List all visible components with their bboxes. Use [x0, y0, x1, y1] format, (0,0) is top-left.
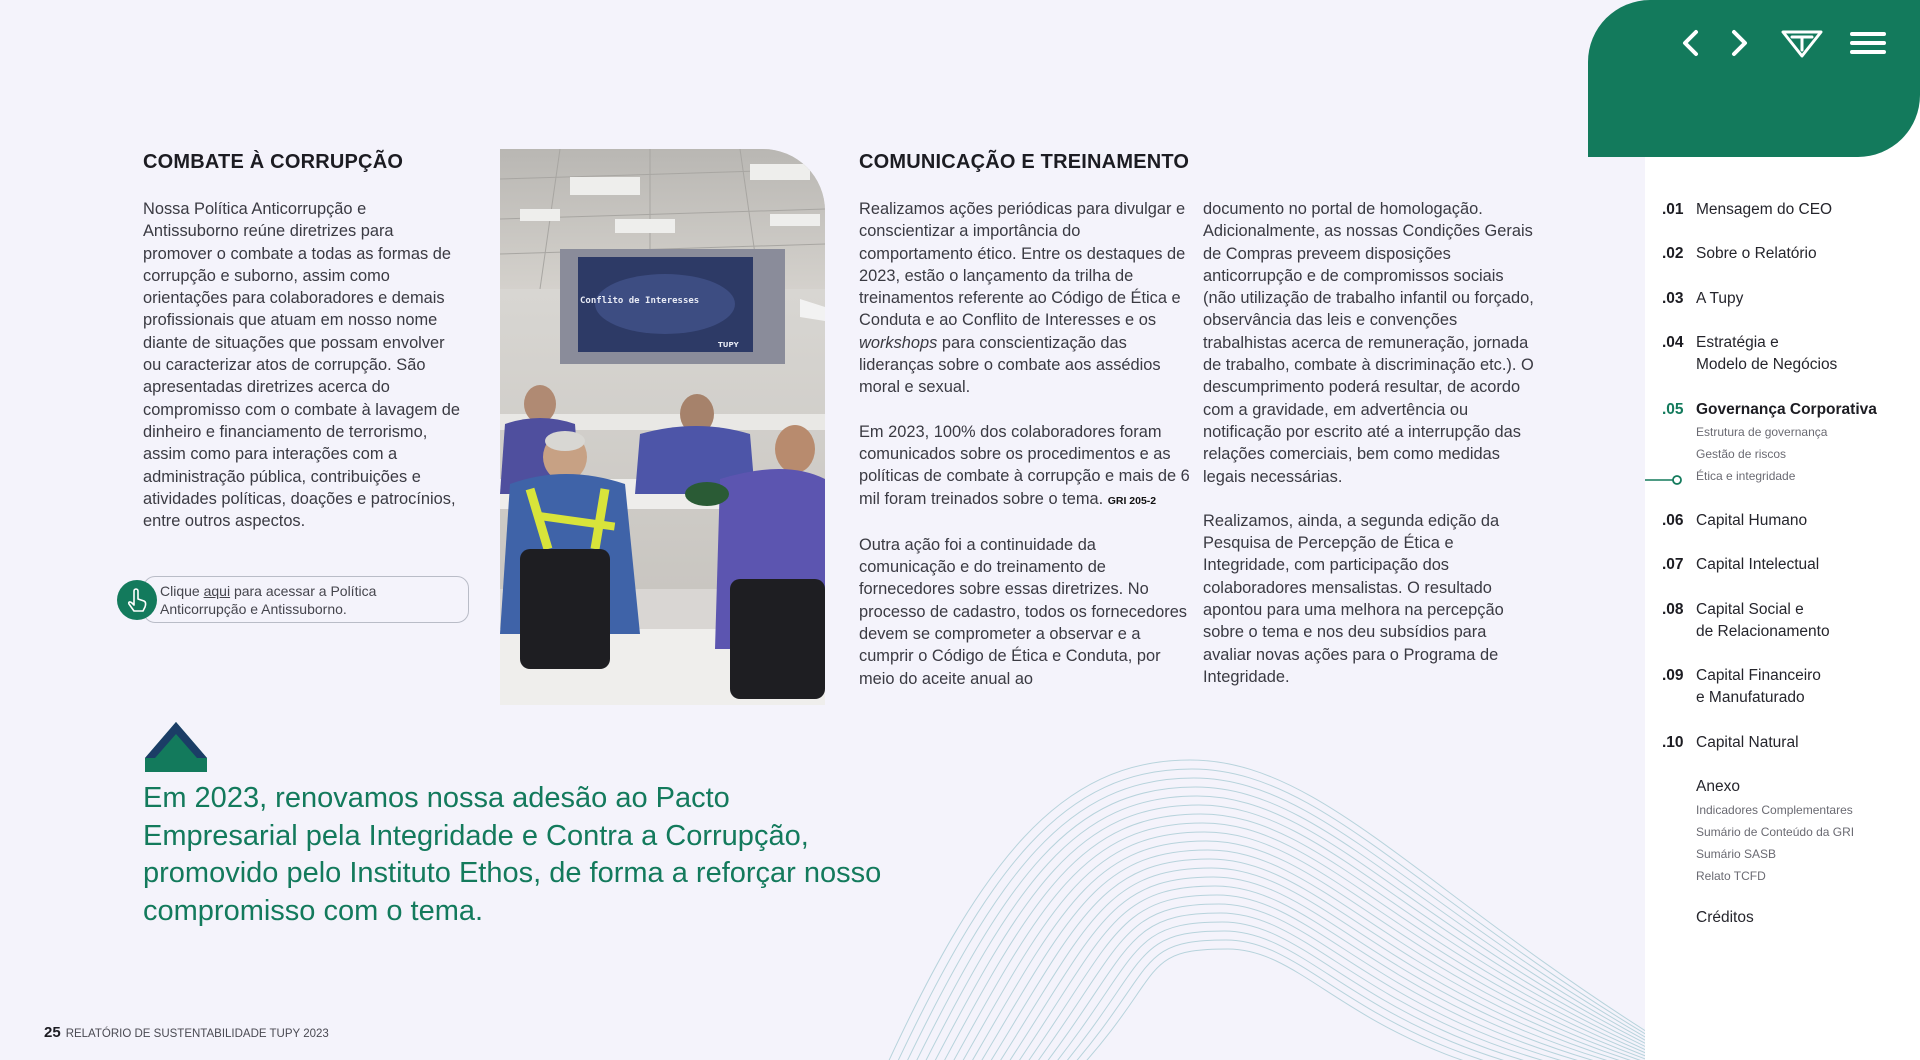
- report-name: RELATÓRIO DE SUSTENTABILIDADE TUPY 2023: [65, 1028, 329, 1040]
- menu-label: Mensagem do CEO: [1696, 201, 1833, 218]
- menu-num: .03: [1662, 290, 1684, 307]
- submenu-gestao-riscos[interactable]: Gestão de riscos: [1696, 447, 1787, 461]
- policy-link[interactable]: aqui: [203, 583, 231, 599]
- hand-pointer-icon[interactable]: [117, 580, 157, 620]
- menu-num: .07: [1662, 556, 1684, 573]
- menu-label: A Tupy: [1696, 290, 1744, 307]
- menu-label: Capital Financeiro e Manufaturado: [1696, 667, 1821, 706]
- menu-num: .05: [1662, 401, 1684, 418]
- triangle-logo-icon: [143, 720, 209, 774]
- comunicacao-paragraph-2: [859, 421, 1194, 512]
- chevron-right-icon[interactable]: [1722, 26, 1756, 60]
- submenu-estrutura-governanca[interactable]: Estrutura de governança: [1696, 425, 1828, 439]
- decorative-arcs: [860, 740, 1645, 1060]
- menu-num: .06: [1662, 512, 1684, 529]
- submenu-etica-integridade[interactable]: Ética e integridade: [1696, 469, 1796, 483]
- menu-label: Anexo: [1696, 778, 1740, 795]
- menu-label: Sobre o Relatório: [1696, 245, 1817, 262]
- submenu-sumario-gri[interactable]: Sumário de Conteúdo da GRI: [1696, 825, 1855, 839]
- submenu-relato-tcfd[interactable]: Relato TCFD: [1696, 869, 1766, 883]
- menu-label: Capital Social e de Relacionamento: [1696, 601, 1830, 640]
- section-title-combate: COMBATE À CORRUPÇÃO: [143, 151, 404, 173]
- policy-link-box[interactable]: [143, 576, 469, 623]
- comunicacao-column-1: [859, 198, 1194, 712]
- section-title-comunicacao: COMUNICAÇÃO E TREINAMENTO: [859, 151, 1190, 173]
- submenu-sumario-sasb[interactable]: Sumário SASB: [1696, 847, 1777, 861]
- page-number: 25: [44, 1024, 61, 1041]
- menu-label: Estratégia e Modelo de Negócios: [1696, 334, 1838, 373]
- combate-paragraph: Nossa Política Anticorrupção e Antissuborno reúne diretrizes para promover o combate a todas as formas de corrupção e suborno, assim como orientações para colaboradores e demais profissionais que atuam em nosso nome diante de situações que possam envolver ou caracterizar atos de corrupção. São apresentadas diretrizes acerca do compromisso com o combate à lavagem de dinheiro e financiamento de terrorismo, assim como para interações com a administração pública, contribuições e atividades políticas, doações e patrocínios, entre outros aspectos.: [143, 200, 461, 531]
- combate-body-text: [143, 198, 463, 554]
- slide-title: Conflito de Interesses: [580, 296, 700, 306]
- menu-num: .09: [1662, 667, 1684, 684]
- menu-num: .01: [1662, 201, 1684, 218]
- p1-part-a: Realizamos ações periódicas para divulgar e conscientizar a importância do comportamento ético. Entre os destaques de 2023, estão o lançamento da trilha de treinamentos referente ao Código de Ética e Conduta e ao Conflito de Interesses e os: [859, 200, 1186, 330]
- menu-num: .10: [1662, 734, 1684, 751]
- menu-label: Capital Natural: [1696, 734, 1799, 751]
- link-prefix: Clique: [160, 583, 204, 599]
- training-room-photo: [500, 149, 825, 705]
- hamburger-menu-icon[interactable]: [1850, 26, 1886, 60]
- slide-logo: TUPY: [718, 341, 739, 349]
- menu-label: Créditos: [1696, 909, 1754, 926]
- link-suffix: para acessar a Política Anticorrupção e Antissuborno.: [160, 583, 377, 617]
- p1-part-b: para conscientização das lideranças sobre o combate aos assédios moral e sexual.: [859, 333, 1161, 397]
- submenu-indicadores[interactable]: Indicadores Complementares: [1696, 803, 1853, 817]
- comunicacao-column-2: [1203, 198, 1538, 710]
- menu-num: .04: [1662, 334, 1684, 351]
- comunicacao-paragraph-4: documento no portal de homologação. Adicionalmente, as nossas Condições Gerais de Compras preveem disposições anticorrupção e de compromissos sociais (não utilização de trabalho infantil ou forçado, observância das leis e convenções trabalhistas acerca de remuneração, jornada de trabalho, combate à discriminação etc.). O descumprimento poderá resultar, de acordo com a gravidade, em advertência ou notificação por escrito até a interrupção das relações comerciais, bem como medidas legais necessárias.: [1203, 200, 1534, 486]
- menu-num: .08: [1662, 601, 1684, 618]
- gri-tag: GRI 205-2: [1107, 494, 1157, 507]
- comunicacao-paragraph-5: Realizamos, ainda, a segunda edição da Pesquisa de Percepção de Ética e Integridade, com participação dos colaboradores mensalistas. O resultado apontou para uma melhora na percepção sobre o tema e nos deu subsídios para avaliar novas ações para o Programa de Integridade.: [1203, 511, 1504, 686]
- comunicacao-paragraph-3: Outra ação foi a continuidade da comunicação e do treinamento de fornecedores sobre essas diretrizes. No processo de cadastro, todos os fornecedores devem se comprometer a observar e a cumprir o Código de Ética e Conduta, por meio do aceite anual ao: [859, 535, 1188, 688]
- chevron-left-icon[interactable]: [1674, 26, 1708, 60]
- menu-num: .02: [1662, 245, 1684, 262]
- p1-emphasis: workshops: [859, 333, 938, 352]
- top-nav-bar: [1588, 0, 1920, 157]
- menu-label: Capital Intelectual: [1696, 556, 1820, 573]
- page-footer: [44, 1024, 329, 1041]
- highlight-quote: Em 2023, renovamos nossa adesão ao Pacto Empresarial pela Integridade e Contra a Corrupção, promovido pelo Instituto Ethos, de forma a reforçar nosso compromisso com o tema.: [143, 782, 882, 927]
- current-section-indicator: [1645, 474, 1683, 486]
- p2-text: Em 2023, 100% dos colaboradores foram comunicados sobre os procedimentos e as políticas de combate à corrupção e mais de 6 mil foram treinados sobre o tema.: [859, 422, 1190, 508]
- photo-illustration: [500, 149, 825, 705]
- menu-label: Capital Humano: [1696, 512, 1808, 529]
- comunicacao-paragraph-1: [859, 198, 1194, 399]
- menu-label: Governança Corporativa: [1696, 401, 1877, 418]
- tupy-logo-icon[interactable]: [1780, 26, 1824, 60]
